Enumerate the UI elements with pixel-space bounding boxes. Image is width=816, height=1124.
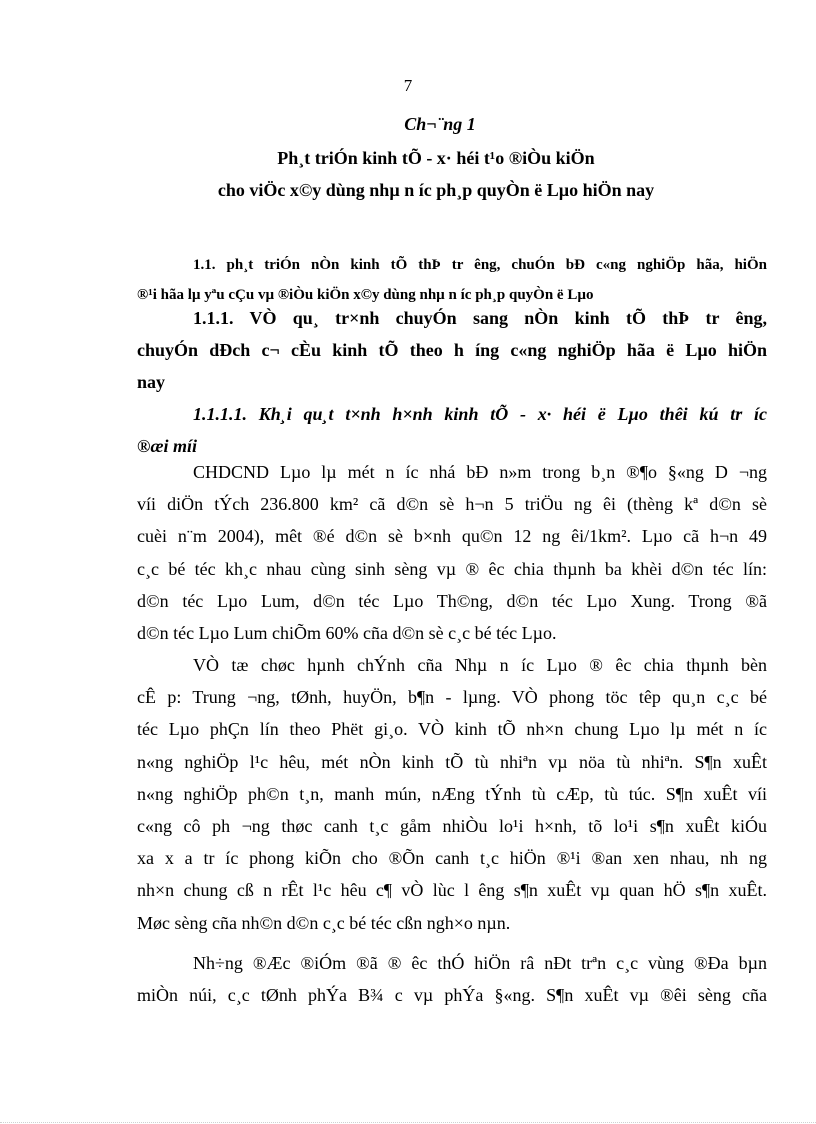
chapter-title-line-1: Ph¸t triÓn kinh tÕ - x· héi t¹o ®iÒu kiÖn	[277, 148, 595, 168]
paragraph-line: c¸c bé téc kh¸c nhau cùng sinh sèng vµ ® êc chia thµnh ba khèi d©n téc lín:	[137, 558, 767, 579]
section-1-1-1-heading	[137, 302, 767, 398]
paragraph-line: miÒn núi, c¸c tØnh phÝa B¾ c vµ phÝa §«ng. S¶n xuÊt vµ ®êi sèng cña	[137, 985, 767, 1006]
paragraph-line: cuèi n¨m 2004), mêt ®é d©n sè b×nh qu©n 12 ng êi/1km². Lµo cã h¬n 49	[137, 526, 767, 547]
chapter-title-line-2: cho viÖc x©y dùng nhµ n íc ph¸p quyÒn ë Lµo hiÖn nay	[217, 180, 655, 200]
section-line: 1.1. ph¸t triÓn nÒn kinh tÕ thÞ tr êng, chuÓn bÐ c«ng nghiÖp hãa, hiÖn	[193, 257, 767, 273]
paragraph-line: CHDCND Lµo lµ mét n íc nhá bÐ n»m trong b¸n ®¶o §«ng D ¬ng	[193, 462, 767, 482]
section-1-1-1-1-heading	[137, 398, 767, 462]
paragraph-line: VÒ tæ chøc hµnh chÝnh cña Nhµ n íc Lµo ® êc chia thµnh bèn	[193, 655, 767, 675]
paragraph-line: c«ng cô ph ¬ng thøc canh t¸c gåm nhiÒu lo¹i h×nh, tõ lo¹i s¶n xuÊt kiÓu	[137, 816, 767, 837]
paragraph-3	[137, 947, 767, 1011]
paragraph-line: nh×n chung cß n rÊt l¹c hêu c¶ vÒ lùc l êng s¶n xuÊt vµ quan hÖ s¶n xuÊt.	[137, 880, 767, 901]
paragraph-line: d©n téc Lµo Lum chiÕm 60% cña d©n sè c¸c bé téc Lµo.	[137, 623, 557, 644]
section-line: ®æi míi	[137, 436, 197, 456]
section-line: ®¹i hãa lµ yªu cÇu vµ ®iÒu kiÖn x©y dùng nhµ n íc ph¸p quyÒn ë Lµo	[137, 287, 594, 303]
section-1-1-heading	[137, 250, 767, 310]
paragraph-line: n«ng nghiÖp l¹c hêu, mét nÒn kinh tÕ tù nhiªn vµ nöa tù nhiªn. S¶n xuÊt	[137, 751, 767, 772]
paragraph-line: d©n téc Lµo Lum, d©n téc Lµo Th©ng, d©n téc Lµo Xung. Trong ®ã	[137, 590, 767, 611]
paragraph-line: Møc sèng cña nh©n d©n c¸c bé téc cßn ngh×o nµn.	[137, 912, 511, 933]
page-number: 7	[403, 76, 413, 95]
paragraph-line: víi diÖn tÝch 236.800 km² cã d©n sè h¬n 5 triÖu ng êi (thèng kª d©n sè	[137, 494, 767, 515]
paragraph-line: n«ng nghiÖp ph©n t¸n, manh mún, nÆng tÝnh tù cÆp, tù túc. S¶n xuÊt víi	[137, 783, 767, 804]
paragraph-1	[137, 456, 767, 649]
section-line: nay	[137, 372, 166, 392]
paragraph-line: Nh÷ng ®Æc ®iÓm ®ã ® êc thÓ hiÖn râ nÐt trªn c¸c vùng ®Ða bµn	[193, 953, 767, 973]
paragraph-line: cÊ p: Trung ¬ng, tØnh, huyÖn, b¶n - lµng. VÒ phong töc têp qu¸n c¸c bé	[137, 687, 767, 708]
paragraph-line: téc Lµo phÇn lín theo Phët gi¸o. VÒ kinh tÕ nh×n chung Lµo lµ mét n íc	[137, 719, 767, 740]
paragraph-line: xa x a tr íc phong kiÕn cho ®Õn canh t¸c hiÖn ®¹i ®an xen nhau, nh ng	[137, 848, 767, 869]
chapter-heading: Ch¬¨ng 1	[404, 114, 476, 134]
section-line: chuyÓn dÐch c¬ cÈu kinh tÕ theo h íng c«ng nghiÖp hãa ë Lµo hiÖn	[137, 340, 767, 360]
paragraph-2	[137, 649, 767, 939]
section-line: 1.1.1. VÒ qu¸ tr×nh chuyÓn sang nÒn kinh tÕ thÞ tr êng,	[193, 308, 767, 328]
section-line: 1.1.1.1. Kh¸i qu¸t t×nh h×nh kinh tÕ - x· héi ë Lµo thêi kú tr íc	[193, 404, 767, 424]
